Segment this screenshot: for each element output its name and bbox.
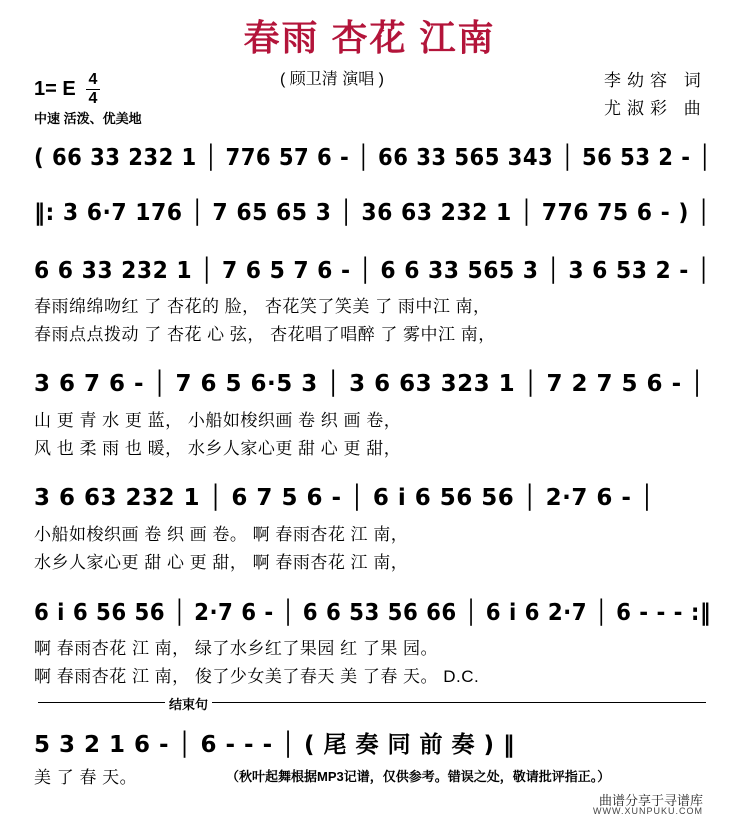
song-title: 春雨 杏花 江南 [243, 17, 496, 58]
lyrics-row-6-verse-1: 啊 春雨杏花 江 南， 绿了水乡红了果园 红 了果 园。 [34, 639, 439, 658]
time-sig-bottom: 4 [88, 90, 98, 107]
score-row-5: 3 6 63 232 1 │ 6 7 5 6 - │ 6 i 6 56 56 │ 2·7 6 - │ [34, 485, 655, 511]
lyrics-row-5-verse-1: 小船如梭织画 卷 织 画 卷。 啊 春雨杏花 江 南， [34, 525, 409, 544]
lyrics-row-4-verse-1: 山 更 青 水 更 蓝， 小船如梭织画 卷 织 画 卷， [34, 411, 402, 430]
score-row-4: 3 6 7 6 - │ 7 6 5 6·5 3 │ 3 6 63 323 1 │ 7 2 7 5 6 - │ [34, 371, 705, 397]
score-row-3: 6 6 33 232 1 │ 7 6 5 7 6 - │ 6 6 33 565 3 │ 3 6 53 2 - │ [34, 258, 711, 284]
time-sig-top: 4 [88, 71, 98, 88]
transcription-note: （秋叶起舞根据MP3记谱，仅供参考。错误之处，敬请批评指正。） [226, 769, 611, 784]
lyrics-row-3-verse-2: 春雨点点拨动 了 杏花 心 弦， 杏花唱了唱醉 了 雾中江 南， [34, 325, 496, 344]
watermark-text: 曲谱分享于寻谱库 [598, 793, 703, 808]
singer-credit: ( 顾卫清 演唱 ) [280, 71, 384, 88]
score-row-2: ‖: 3 6·7 176 │ 7 65 65 3 │ 36 63 232 1 │ 776 75 6 - ) │ [34, 200, 711, 226]
composer-credit: 尤淑彩 曲 [604, 99, 707, 118]
ending-label: 结束句 [165, 694, 212, 713]
lyrics-row-4-verse-2: 风 也 柔 雨 也 暖， 水乡人家心更 甜 心 更 甜， [34, 439, 402, 458]
score-row-1: ( 66 33 232 1 │ 776 57 6 - │ 66 33 565 343 │ 56 53 2 - │ [34, 145, 712, 171]
watermark-url: WWW.XUNPUKU.COM [593, 806, 703, 816]
lyrics-row-5-verse-2: 水乡人家心更 甜 心 更 甜， 啊 春雨杏花 江 南， [34, 553, 409, 572]
lyrics-row-ending: 美 了 春 天。 [34, 768, 138, 787]
key-signature: 1= E [34, 78, 76, 100]
lyrics-row-6-verse-2: 啊 春雨杏花 江 南， 俊了少女美了春天 美 了春 天。 D.C. [34, 667, 480, 686]
ending-divider [38, 702, 706, 703]
lyrics-row-3-verse-1: 春雨绵绵吻红 了 杏花的 脸， 杏花笑了笑美 了 雨中江 南， [34, 297, 491, 316]
score-row-ending: 5 3 2 1 6 - │ 6 - - - │ ( 尾 奏 同 前 奏 ) ‖ [34, 732, 516, 758]
time-signature [86, 72, 100, 107]
lyricist-credit: 李幼容 词 [604, 71, 707, 90]
tempo-marking: 中速 活泼、优美地 [34, 111, 142, 126]
score-row-6: 6 i 6 56 56 │ 2·7 6 - │ 6 6 53 56 66 │ 6 i 6 2·7 │ 6 - - - :‖ [34, 600, 711, 626]
